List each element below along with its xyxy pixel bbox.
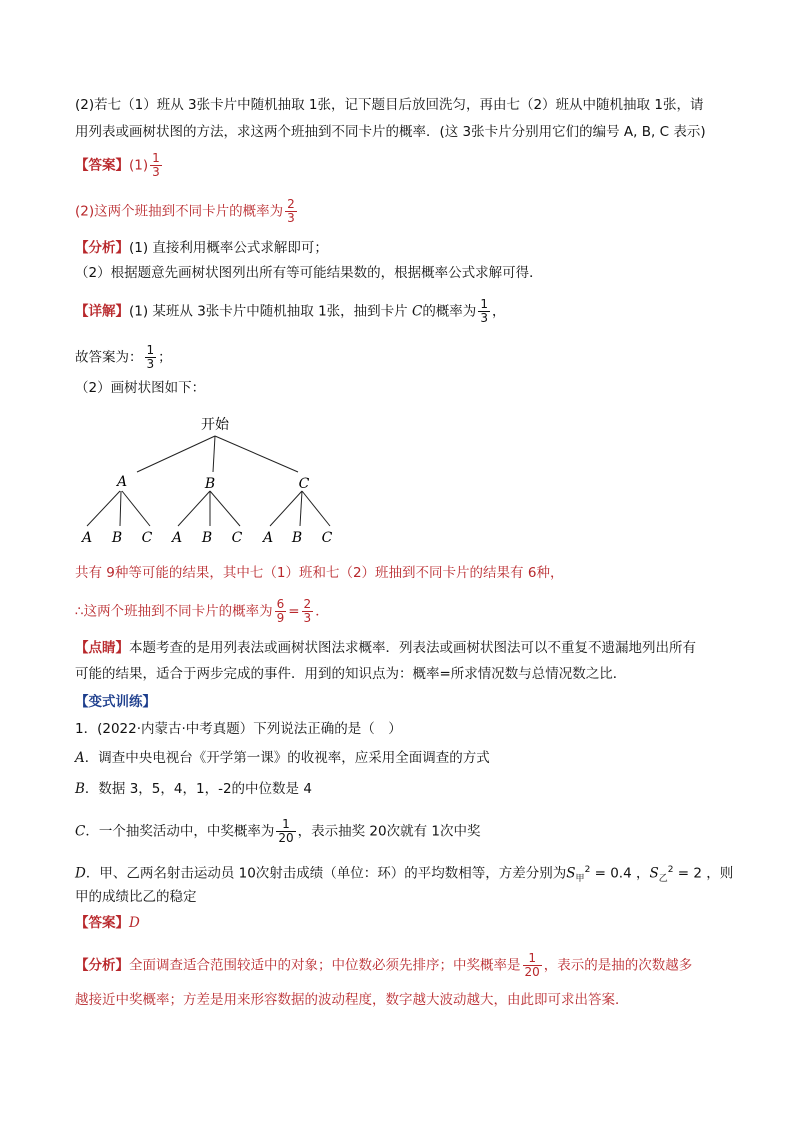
tree-diagram — [0, 405, 794, 555]
v1-answer: D — [129, 915, 140, 931]
tree-l2-1: A — [81, 530, 93, 546]
therefore-fraction-2: $\frac{2}{3}$ — [303, 597, 312, 625]
option-c-fraction: $\frac{1}{20}$ — [278, 817, 294, 845]
tree-l2-4: A — [171, 530, 183, 546]
option-d-line-1: D．甲、乙两名射击运动员 10次射击成绩（单位：环）的平均数相等，方差分别为$S_甲^2 = 0.4$ ，$S_乙^2 = 2$ ，则 — [75, 865, 734, 885]
tree-l2-9: C — [321, 530, 333, 546]
answer-part1: (1) — [129, 157, 149, 174]
detail-fraction: $\frac{1}{3}$ — [480, 297, 488, 325]
comment-line-2: 可能的结果，适合于两步完成的事件．用到的知识点为：概率=所求情况数与总情况数之比． — [75, 666, 627, 682]
answer2-fraction: $\frac{2}{3}$ — [287, 197, 295, 225]
analysis-line-2: （2）根据题意先画树状图列出所有等可能结果数的，根据概率公式求解可得． — [75, 265, 543, 281]
v1-answer-line: 【答案】D — [75, 915, 140, 931]
tree-l1-a: A — [116, 474, 128, 490]
detail-line-1: 【详解】(1) 某班从 3张卡片中随机抽取 1张，抽到卡片 C的概率为 $\frac{1}{3}$ ， — [75, 297, 506, 325]
tree-l2-8: B — [291, 530, 303, 546]
tree-intro: （2）画树状图如下： — [75, 380, 206, 396]
option-d-line-2: 甲的成绩比乙的稳定 — [75, 889, 197, 905]
tree-l2-2: B — [111, 530, 123, 546]
variant-title: 【变式训练】 — [75, 694, 156, 710]
tree-l2-3: C — [141, 530, 153, 546]
option-b: B．数据 3，5，4，1，-2的中位数是 4 — [75, 781, 312, 797]
answer-part2: (2)这两个班抽到不同卡片的概率为 $\frac{2}{3}$ — [75, 197, 295, 225]
analysis-line-1: 【分析】(1) 直接利用概率公式求解即可； — [75, 240, 328, 256]
q2-line-2: 用列表或画树状图的方法，求这两个班抽到不同卡片的概率．(这 3张卡片分别用它们的编号 A, B, C 表示) — [75, 124, 706, 140]
tree-root: 开始 — [201, 417, 229, 433]
answer-fraction: $\frac{1}{3}$ — [152, 151, 160, 179]
q2-line-1: (2)若七（1）班从 3张卡片中随机抽取 1张，记下题目后放回洗匀，再由七（2）班从中随机抽取 1张，请 — [75, 97, 704, 113]
tree-l2-6: C — [231, 530, 243, 546]
option-c: C．一个抽奖活动中，中奖概率为 $\frac{1}{20}$ ，表示抽奖 20次就有 1次中奖 — [75, 817, 481, 845]
v1-analysis-fraction: $\frac{1}{20}$ — [524, 951, 540, 979]
v1-analysis-line-2: 越接近中奖概率；方差是用来形容数据的波动程度，数字越大波动越大，由此即可求出答案． — [75, 992, 629, 1008]
tree-l2-7: A — [262, 530, 274, 546]
v1-analysis-line-1: 【分析】全面调查适合范围较适中的对象；中位数必须先排序；中奖概率是 $\frac{1}{20}$ ，表示的是抽的次数越多 — [75, 951, 693, 979]
option-a: A．调查中央电视台《开学第一课》的收视率，应采用全面调查的方式 — [75, 750, 490, 766]
tree-l1-c: C — [298, 476, 310, 492]
so-answer-line: 故答案为： $\frac{1}{3}$ ； — [75, 343, 172, 371]
therefore-fraction-1: $\frac{6}{9}$ — [276, 597, 285, 625]
so-answer-fraction: $\frac{1}{3}$ — [146, 343, 155, 371]
answer-tag: 【答案】 — [75, 157, 129, 174]
v1-stem: 1．(2022·内蒙古·中考真题）下列说法正确的是（ ） — [75, 721, 402, 737]
therefore-line: ∴这两个班抽到不同卡片的概率为 $\frac{6}{9}$ = $\frac{2}{3}$ ． — [75, 597, 329, 625]
answer-line — [75, 152, 164, 179]
tree-l2-5: B — [201, 530, 213, 546]
result-line: 共有 9种等可能的结果，其中七（1）班和七（2）班抽到不同卡片的结果有 6种， — [75, 565, 564, 581]
tree-l1-b: B — [204, 476, 216, 492]
comment-line-1: 【点睛】本题考查的是用列表法或画树状图法求概率．列表法或画树状图法可以不重复不遗漏地列出所有 — [75, 640, 696, 656]
